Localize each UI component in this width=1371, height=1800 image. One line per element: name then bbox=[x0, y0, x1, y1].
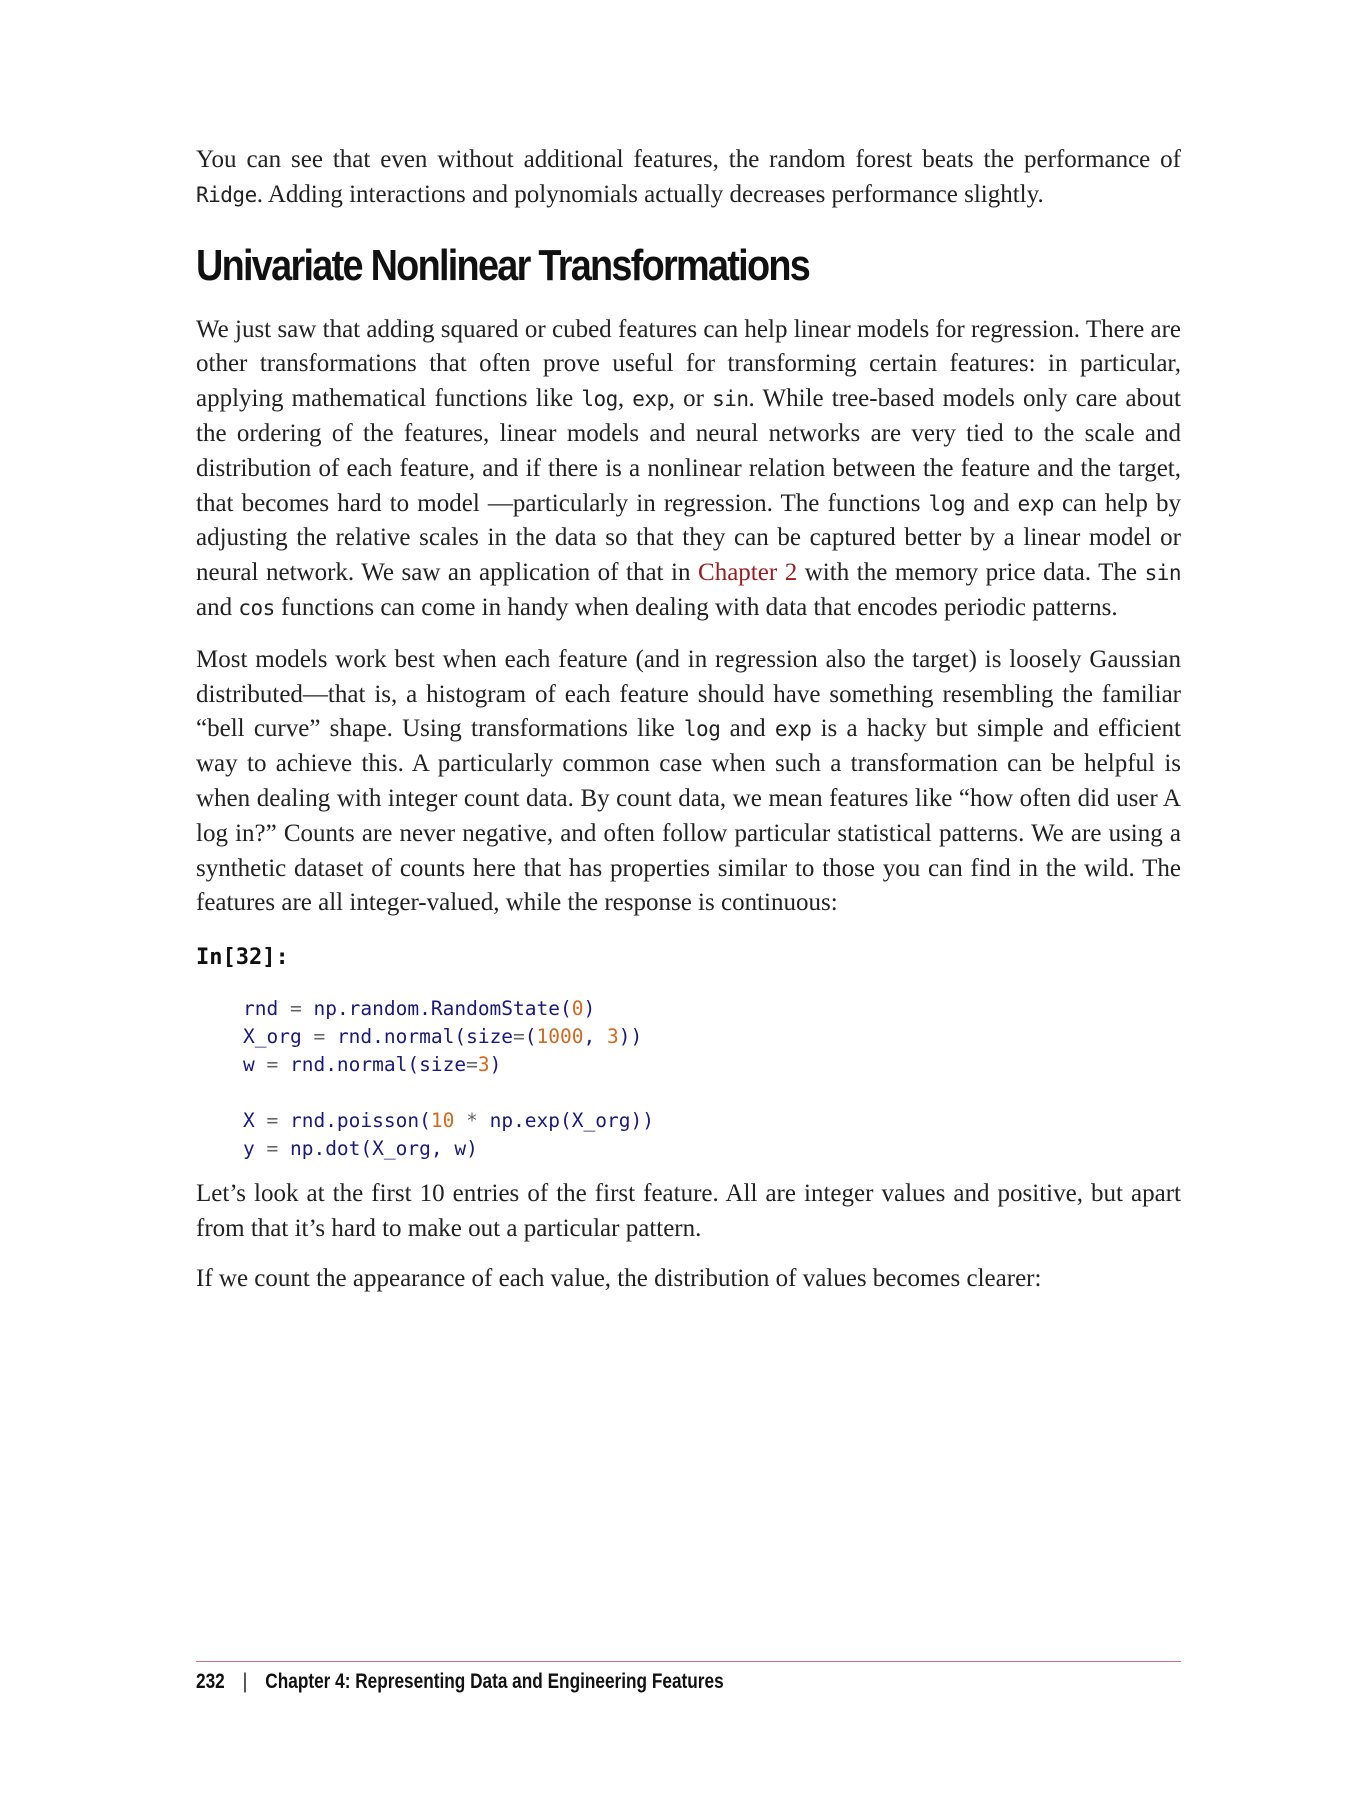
chapter-link[interactable]: Chapter 2 bbox=[698, 559, 798, 587]
code-number: 3 bbox=[607, 1025, 619, 1049]
code-token: ( bbox=[524, 1025, 537, 1049]
code-line bbox=[243, 1107, 1181, 1135]
code-token: )) bbox=[618, 1025, 643, 1049]
text-run: and bbox=[720, 715, 775, 743]
paragraph-gaussian bbox=[196, 643, 1181, 921]
text-run: Most models work best when each feature (and in regression also the target) is loosely Gaussian distributed—that is, a histogram of each feature should have something resembling the familiar “bell curve” shape. Using transformations like bbox=[196, 645, 1181, 743]
code-number: 0 bbox=[571, 997, 584, 1021]
paragraph-transformations bbox=[196, 313, 1181, 626]
text-run: We just saw that adding squared or cubed features can help linear models for regression. There are other transformations that often prove useful for transforming certain features: in particular, applying mathematical functions like bbox=[196, 315, 1181, 413]
inline-code: log bbox=[928, 491, 966, 516]
text-run: is a hacky but simple and efficient way to achieve this. A particularly common case when such a transformation can be helpful is when dealing with integer count data. By count data, we mean features like “how often did user A log in?” Counts are never negative, and often follow particular statistical patterns. We are using a synthetic dataset of counts here that has properties similar to those you can find in the wild. The features are all integer-valued, while the response is continuous: bbox=[196, 715, 1181, 917]
code-operator: = bbox=[313, 1025, 326, 1049]
page-footer bbox=[196, 1670, 724, 1694]
text-run: You can see that even without additional features, the random forest beats the performance of bbox=[196, 146, 1181, 173]
text-run: functions can come in handy when dealing with data that encodes periodic patterns. bbox=[274, 593, 1118, 621]
inline-code: exp bbox=[1017, 491, 1054, 516]
code-token: X bbox=[243, 1109, 267, 1133]
inline-code: cos bbox=[238, 595, 275, 620]
footer-divider bbox=[196, 1661, 1181, 1662]
code-line bbox=[243, 1079, 1181, 1107]
code-token: w bbox=[243, 1053, 267, 1077]
code-token: ) bbox=[489, 1053, 502, 1077]
code-token: rnd.normal(size bbox=[325, 1025, 514, 1049]
code-token bbox=[454, 1109, 466, 1132]
code-operator: = bbox=[266, 1137, 279, 1161]
code-token: X_org bbox=[243, 1025, 314, 1049]
code-operator: = bbox=[266, 1053, 279, 1077]
code-line bbox=[243, 1023, 1181, 1051]
code-operator: = bbox=[289, 997, 302, 1021]
code-number: 10 bbox=[430, 1109, 455, 1133]
code-token: rnd.poisson( bbox=[278, 1109, 431, 1133]
code-line bbox=[243, 995, 1181, 1023]
paragraph-first-entries bbox=[196, 1177, 1181, 1247]
code-token: np.exp(X_org)) bbox=[477, 1109, 654, 1133]
paragraph-count-values bbox=[196, 1262, 1181, 1297]
code-token: rnd bbox=[243, 997, 290, 1021]
text-run: with the memory price data. The bbox=[797, 559, 1145, 587]
inline-code: log bbox=[683, 717, 721, 742]
text-run: and bbox=[965, 489, 1018, 517]
page-body bbox=[196, 143, 1181, 1297]
code-token: np.dot(X_org, w) bbox=[278, 1137, 478, 1161]
code-token: np.random.RandomState( bbox=[301, 997, 572, 1021]
inline-code: log bbox=[581, 387, 618, 412]
inline-code: exp bbox=[632, 387, 669, 412]
paragraph-random-forest bbox=[196, 143, 1181, 213]
text-run: , or bbox=[668, 385, 713, 413]
code-operator: = bbox=[266, 1109, 279, 1133]
footer-separator: | bbox=[242, 1670, 248, 1693]
text-run: , bbox=[617, 385, 633, 413]
code-operator: = bbox=[513, 1025, 525, 1049]
code-token: y bbox=[243, 1137, 267, 1161]
code-operator: * bbox=[466, 1109, 478, 1133]
code-number: 1000 bbox=[536, 1025, 584, 1049]
text-run: If we count the appearance of each value, the distribution of values becomes clearer: bbox=[196, 1264, 1042, 1292]
section-heading: Univariate Nonlinear Transformations bbox=[196, 240, 810, 290]
chapter-title: Chapter 4: Representing Data and Engineering Features bbox=[265, 1670, 724, 1693]
code-number: 3 bbox=[477, 1053, 490, 1077]
code-block bbox=[243, 995, 1181, 1163]
code-token: , bbox=[583, 1025, 607, 1049]
inline-code: sin bbox=[712, 387, 749, 412]
text-run: Let’s look at the first 10 entries of the first feature. All are integer values and positive, but apart from that it’s hard to make out a particular pattern. bbox=[196, 1180, 1181, 1242]
code-prompt: In[32]: bbox=[196, 945, 289, 971]
text-run: . Adding interactions and polynomials actually decreases performance slightly. bbox=[256, 180, 1044, 208]
code-token: ) bbox=[583, 997, 596, 1021]
inline-code: Ridge bbox=[196, 182, 257, 207]
page-number: 232 bbox=[196, 1670, 225, 1693]
code-operator: = bbox=[466, 1053, 478, 1077]
inline-code: exp bbox=[774, 717, 812, 742]
text-run: can help by adjusting the relative scales in the data so that they can be captured better by a linear model or neural network. We saw an application of that in bbox=[196, 489, 1181, 587]
code-token: rnd.normal(size bbox=[278, 1053, 467, 1077]
text-run: and bbox=[196, 593, 239, 621]
text-run: . While tree-based models only care about the ordering of the features, linear models and neural networks are very tied to the scale and distribution of each feature, and if there is a nonlinear relation between the feature and the target, that becomes hard to model —particularly in regression. The functions bbox=[196, 385, 1181, 517]
code-line bbox=[243, 1051, 1181, 1079]
inline-code: sin bbox=[1144, 561, 1181, 586]
code-line bbox=[243, 1135, 1181, 1163]
